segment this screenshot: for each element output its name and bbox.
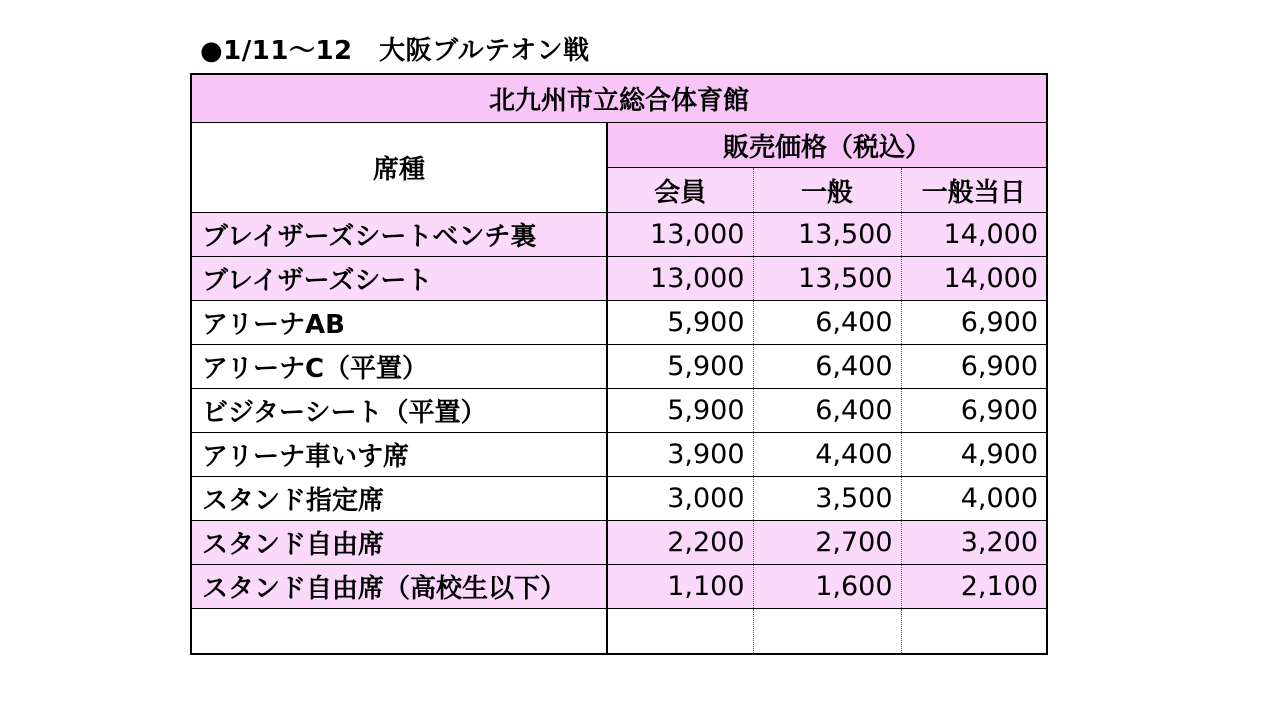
empty-cell bbox=[191, 609, 607, 655]
seat-name: スタンド自由席 bbox=[191, 521, 607, 565]
seat-name: アリーナAB bbox=[191, 301, 607, 345]
same-day-price: 6,900 bbox=[901, 345, 1047, 389]
general-price: 4,400 bbox=[753, 433, 901, 477]
table-row bbox=[191, 213, 1047, 257]
member-price: 5,900 bbox=[607, 301, 753, 345]
general-price-header: 一般 bbox=[753, 168, 901, 213]
seat-type-header: 席種 bbox=[191, 123, 607, 213]
seat-name: スタンド指定席 bbox=[191, 477, 607, 521]
same-day-price: 3,200 bbox=[901, 521, 1047, 565]
price-table bbox=[190, 73, 1048, 655]
empty-row bbox=[191, 609, 1047, 655]
table-row bbox=[191, 345, 1047, 389]
table-row bbox=[191, 521, 1047, 565]
header-row-top bbox=[191, 123, 1047, 168]
page-title: ●1/11～12 大阪ブルテオン戦 bbox=[200, 36, 590, 66]
same-day-price: 14,000 bbox=[901, 257, 1047, 301]
seat-name: アリーナ車いす席 bbox=[191, 433, 607, 477]
member-price: 5,900 bbox=[607, 345, 753, 389]
table-row bbox=[191, 433, 1047, 477]
empty-cell bbox=[607, 609, 753, 655]
same-day-price: 6,900 bbox=[901, 389, 1047, 433]
price-group-header: 販売価格（税込） bbox=[607, 123, 1047, 168]
table-row bbox=[191, 389, 1047, 433]
member-price-header: 会員 bbox=[607, 168, 753, 213]
member-price: 3,900 bbox=[607, 433, 753, 477]
member-price: 1,100 bbox=[607, 565, 753, 609]
table-row bbox=[191, 257, 1047, 301]
same-day-price: 2,100 bbox=[901, 565, 1047, 609]
seat-name: ブレイザーズシート bbox=[191, 257, 607, 301]
same-day-price: 6,900 bbox=[901, 301, 1047, 345]
member-price: 5,900 bbox=[607, 389, 753, 433]
member-price: 3,000 bbox=[607, 477, 753, 521]
general-price: 1,600 bbox=[753, 565, 901, 609]
member-price: 13,000 bbox=[607, 257, 753, 301]
seat-name: ブレイザーズシートベンチ裏 bbox=[191, 213, 607, 257]
general-price: 6,400 bbox=[753, 301, 901, 345]
general-price: 3,500 bbox=[753, 477, 901, 521]
venue-name: 北九州市立総合体育館 bbox=[191, 74, 1047, 123]
member-price: 13,000 bbox=[607, 213, 753, 257]
empty-cell bbox=[901, 609, 1047, 655]
table-row bbox=[191, 301, 1047, 345]
same-day-price-header: 一般当日 bbox=[901, 168, 1047, 213]
general-price: 13,500 bbox=[753, 213, 901, 257]
same-day-price: 4,900 bbox=[901, 433, 1047, 477]
empty-cell bbox=[753, 609, 901, 655]
same-day-price: 14,000 bbox=[901, 213, 1047, 257]
seat-name: アリーナC（平置） bbox=[191, 345, 607, 389]
venue-row bbox=[191, 74, 1047, 123]
table-row bbox=[191, 477, 1047, 521]
member-price: 2,200 bbox=[607, 521, 753, 565]
general-price: 13,500 bbox=[753, 257, 901, 301]
general-price: 6,400 bbox=[753, 389, 901, 433]
same-day-price: 4,000 bbox=[901, 477, 1047, 521]
general-price: 6,400 bbox=[753, 345, 901, 389]
seat-name: ビジターシート（平置） bbox=[191, 389, 607, 433]
general-price: 2,700 bbox=[753, 521, 901, 565]
table-row bbox=[191, 565, 1047, 609]
seat-name: スタンド自由席（高校生以下） bbox=[191, 565, 607, 609]
